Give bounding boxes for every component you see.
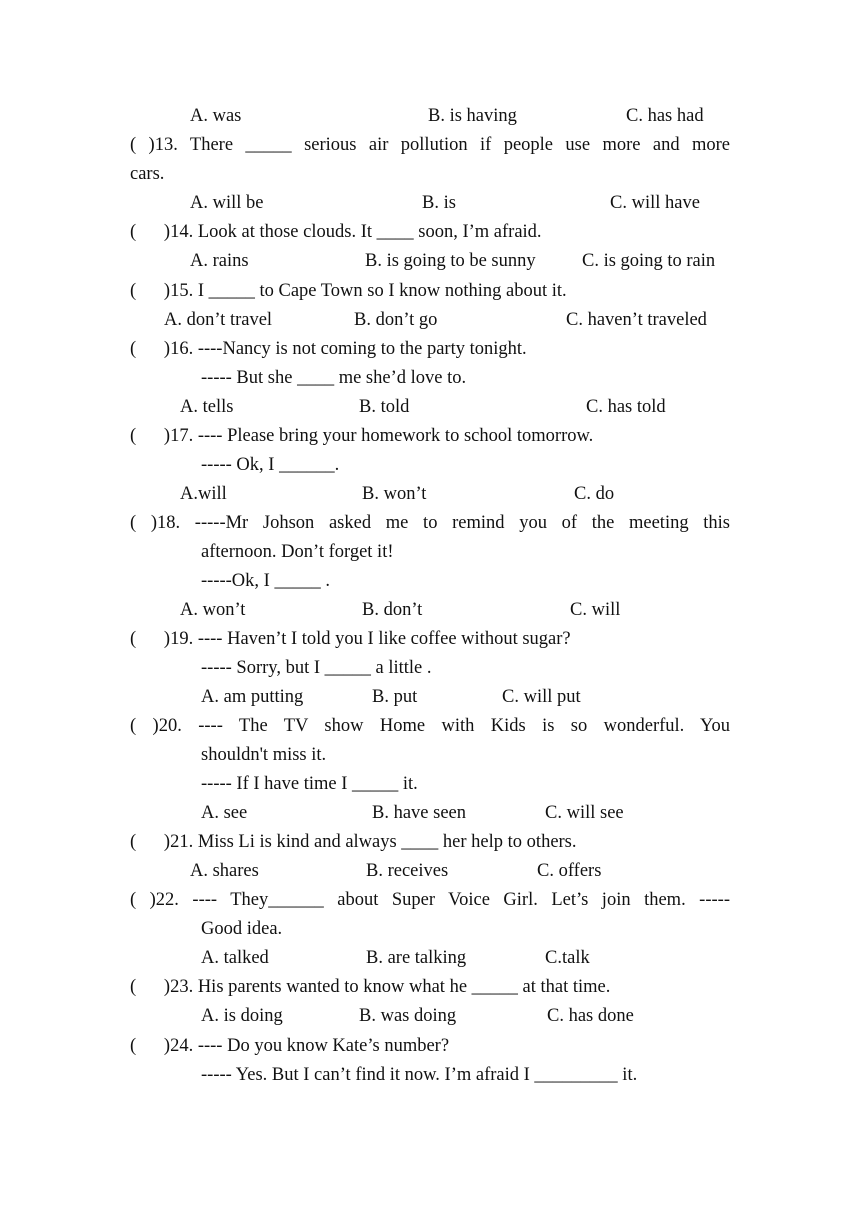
q18-stem: ( )18. -----Mr Johson asked me to remind you of the meeting this <box>130 513 730 533</box>
q13-option-c: C. will have <box>610 193 700 213</box>
q12-option-c: C. has had <box>626 106 704 126</box>
q15-stem: ( )15. I _____ to Cape Town so I know nothing about it. <box>130 281 567 301</box>
q20-option-c: C. will see <box>545 803 624 823</box>
q21-option-a: A. shares <box>190 861 259 881</box>
q18-option-b: B. don’t <box>362 600 423 620</box>
q17-option-b: B. won’t <box>362 484 427 504</box>
q13-option-b: B. is <box>422 193 456 213</box>
q16-option-c: C. has told <box>586 397 666 417</box>
q15-option-c: C. haven’t traveled <box>566 310 707 330</box>
q17-stem: ( )17. ---- Please bring your homework to school tomorrow. <box>130 426 594 446</box>
q24-stem: ( )24. ---- Do you know Kate’s number? <box>130 1036 450 1056</box>
q15-option-a: A. don’t travel <box>164 310 273 330</box>
q13-stem: ( )13. There _____ serious air pollution if people use more and more <box>130 135 730 155</box>
q21-option-c: C. offers <box>537 861 602 881</box>
q14-option-c: C. is going to rain <box>582 251 716 271</box>
q16-reply: ----- But she ____ me she’d love to. <box>201 368 467 388</box>
q12-option-b: B. is having <box>428 106 517 126</box>
q14-stem: ( )14. Look at those clouds. It ____ soon, I’m afraid. <box>130 222 542 242</box>
q19-option-c: C. will put <box>502 687 581 707</box>
q22-option-b: B. are talking <box>366 948 467 968</box>
q20-option-b: B. have seen <box>372 803 467 823</box>
q14-option-a: A. rains <box>190 251 249 271</box>
q23-option-a: A. is doing <box>201 1006 283 1026</box>
q13-stem-cont: cars. <box>130 164 165 184</box>
q18-reply: -----Ok, I _____ . <box>201 571 330 591</box>
q22-stem: ( )22. ---- They______ about Super Voice Girl. Let’s join them. ----- <box>130 890 730 910</box>
q23-option-c: C. has done <box>547 1006 634 1026</box>
q15-option-b: B. don’t go <box>354 310 438 330</box>
q20-option-a: A. see <box>201 803 248 823</box>
q20-stem: ( )20. ---- The TV show Home with Kids is so wonderful. You <box>130 716 730 736</box>
q18-stem-cont: afternoon. Don’t forget it! <box>201 542 394 562</box>
q23-option-b: B. was doing <box>359 1006 457 1026</box>
q17-option-c: C. do <box>574 484 615 504</box>
q19-stem: ( )19. ---- Haven’t I told you I like coffee without sugar? <box>130 629 571 649</box>
q20-stem-cont: shouldn't miss it. <box>201 745 327 765</box>
q19-reply: ----- Sorry, but I _____ a little . <box>201 658 432 678</box>
q22-option-c: C.talk <box>545 948 590 968</box>
q18-option-c: C. will <box>570 600 621 620</box>
q12-option-a: A. was <box>190 106 242 126</box>
q20-reply: ----- If I have time I _____ it. <box>201 774 418 794</box>
q16-stem: ( )16. ----Nancy is not coming to the party tonight. <box>130 339 527 359</box>
q22-option-a: A. talked <box>201 948 269 968</box>
q16-option-a: A. tells <box>180 397 234 417</box>
q18-option-a: A. won’t <box>180 600 246 620</box>
q22-stem-cont: Good idea. <box>201 919 283 939</box>
q21-option-b: B. receives <box>366 861 449 881</box>
q21-stem: ( )21. Miss Li is kind and always ____ her help to others. <box>130 832 577 852</box>
q24-reply: ----- Yes. But I can’t find it now. I’m afraid I _________ it. <box>201 1065 638 1085</box>
q14-option-b: B. is going to be sunny <box>365 251 536 271</box>
q13-option-a: A. will be <box>190 193 264 213</box>
q17-reply: ----- Ok, I ______. <box>201 455 340 475</box>
q17-option-a: A.will <box>180 484 227 504</box>
q16-option-b: B. told <box>359 397 410 417</box>
q19-option-a: A. am putting <box>201 687 304 707</box>
q19-option-b: B. put <box>372 687 418 707</box>
q23-stem: ( )23. His parents wanted to know what he _____ at that time. <box>130 977 611 997</box>
